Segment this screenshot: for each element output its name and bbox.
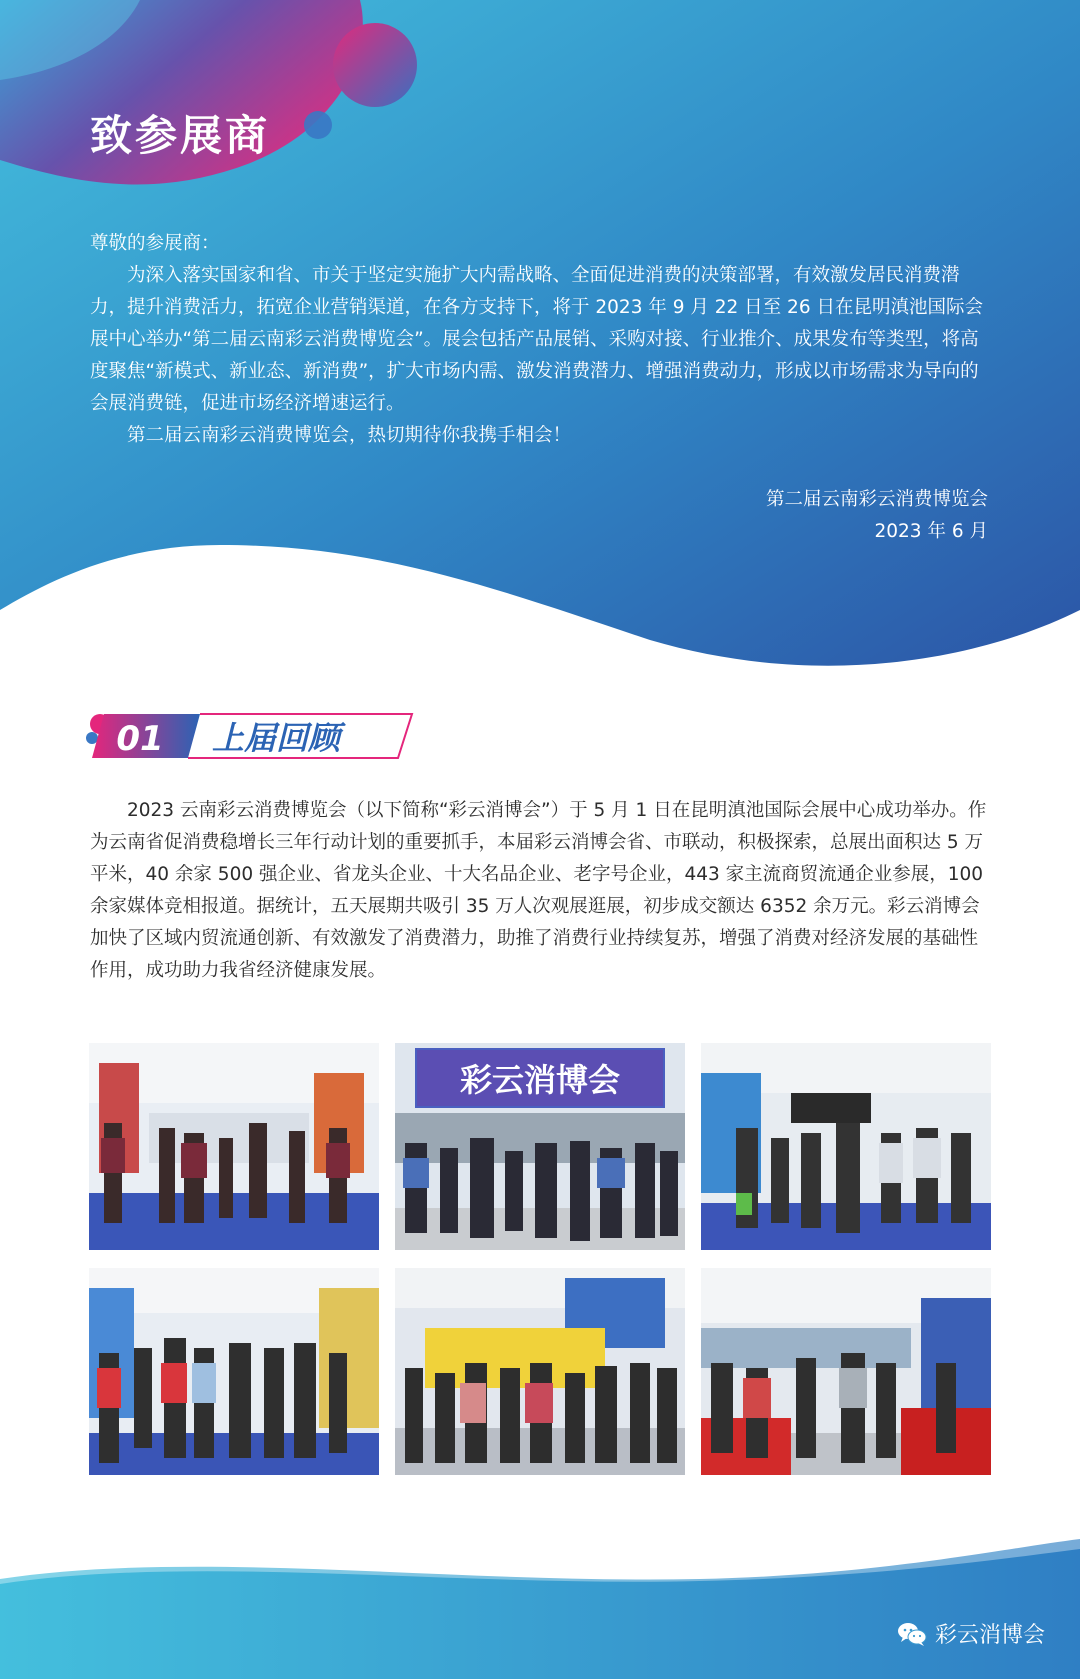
letter-paragraph-1: 为深入落实国家和省、市关于坚定实施扩大内需战略、全面促进消费的决策部署，有效激发居民消费潜力，提升消费活力，拓宽企业营销渠道，在各方支持下，将于 2023 年 9 月 22 日至 26 日在昆明滇池国际会展中心举办“第二届云南彩云消费博览会”。展会包括产品展销、采购对接、行业推介、成果发布等类型，将高度聚焦“新模式、新业态、新消费”，扩大市场内需、激发消费潜力、增强消费动力，形成以市场需求为导向的会展消费链，促进市场经济增速运行。 — [90, 265, 983, 414]
section-number: 01 — [116, 719, 164, 759]
photo-grid — [89, 1043, 991, 1475]
review-paragraph: 2023 云南彩云消费博览会（以下简称“彩云消博会”）于 5 月 1 日在昆明滇池国际会展中心成功举办。作为云南省促消费稳增长三年行动计划的重要抓手，本届彩云消博会省、市联动，积极探索，总展出面积达 5 万平米，40 余家 500 强企业、省龙头企业、十大名品企业、老字号企业，443 家主流商贸流通企业参展，100 余家媒体竞相报道。据统计，五天展期共吸引 35 万人次观展逛展，初步成交额达 6352 余万元。彩云消博会加快了区域内贸流通创新、有效激发了消费潜力，助推了消费行业持续复苏，增强了消费对经济发展的基础性作用，成功助力我省经济健康发展。 — [90, 800, 987, 981]
wechat-icon — [897, 1621, 927, 1647]
expo-photo-5 — [395, 1268, 685, 1475]
expo-photo-6 — [701, 1268, 991, 1475]
letter-date: 2023 年 6 月 — [874, 521, 988, 542]
footer-brand-text: 彩云消博会 — [934, 1623, 1045, 1648]
letter-signature-block — [766, 484, 988, 548]
expo-photo-1 — [89, 1043, 379, 1250]
letter-signature: 第二届云南彩云消费博览会 — [765, 489, 988, 510]
letter-body — [90, 228, 990, 452]
expo-banner-text: 彩云消博会 — [459, 1061, 621, 1099]
letter-paragraph-2: 第二届云南彩云消费博览会，热切期待你我携手相会！ — [127, 425, 572, 446]
expo-photo-3 — [701, 1043, 991, 1250]
page-title: 致参展商 — [90, 111, 271, 160]
expo-photo-2 — [395, 1043, 685, 1250]
footer-brand — [897, 1618, 1045, 1649]
footer-background — [0, 1529, 1080, 1679]
section-header — [82, 700, 422, 764]
letter-salutation: 尊敬的参展商： — [90, 233, 220, 254]
section-title: 上届回顾 — [212, 719, 341, 757]
expo-photo-4 — [89, 1268, 379, 1475]
review-text — [90, 795, 990, 987]
